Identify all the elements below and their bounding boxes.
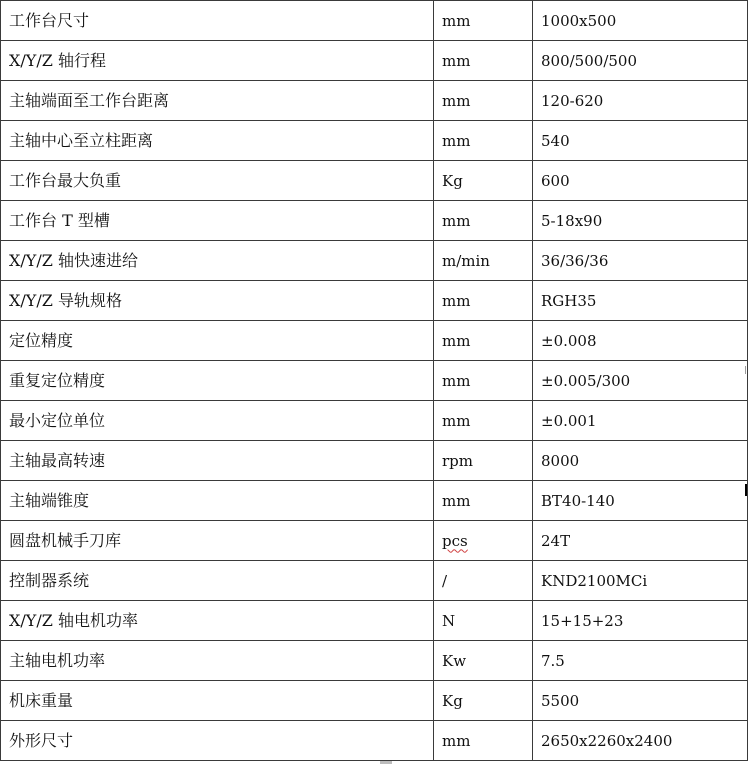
param-text: 外形尺寸 [9,730,74,750]
unit-cell [434,241,533,281]
unit-text: mm [442,331,471,350]
spec-table-body [1,1,748,761]
param-cell [1,281,434,321]
value-cell [533,281,748,321]
unit-text: mm [442,11,471,30]
param-text: 工作台最大负重 [9,170,122,190]
value-cell [533,161,748,201]
param-cell [1,361,434,401]
value-text: ±0.005/300 [541,371,631,390]
param-cell [1,81,434,121]
unit-text: mm [442,91,471,110]
table-row [1,121,748,161]
value-cell [533,561,748,601]
value-text: 36/36/36 [541,251,609,270]
unit-cell [434,401,533,441]
unit-cell [434,361,533,401]
param-cell [1,161,434,201]
edge-mark [745,484,747,496]
table-row [1,721,748,761]
value-cell [533,681,748,721]
param-cell [1,601,434,641]
value-cell [533,201,748,241]
param-text: X/Y/Z 轴快速进给 [9,250,138,270]
param-cell [1,521,434,561]
value-text: 1000x500 [541,11,617,30]
unit-cell [434,121,533,161]
value-text: 7.5 [541,651,565,670]
unit-cell [434,721,533,761]
unit-cell [434,681,533,721]
param-text: 定位精度 [9,330,74,350]
table-row [1,161,748,201]
param-cell [1,641,434,681]
table-row [1,441,748,481]
table-row [1,281,748,321]
value-text: ±0.008 [541,331,597,350]
value-cell [533,81,748,121]
value-cell [533,401,748,441]
table-row [1,81,748,121]
unit-cell [434,601,533,641]
value-text: RGH35 [541,291,597,310]
value-text: 5-18x90 [541,211,603,230]
unit-text: pcs [442,531,468,550]
param-cell [1,1,434,41]
value-cell [533,241,748,281]
unit-text: mm [442,131,471,150]
unit-text: mm [442,371,471,390]
unit-cell [434,561,533,601]
table-row [1,681,748,721]
table-row [1,241,748,281]
param-text: 圆盘机械手刀库 [9,530,122,550]
param-text: 主轴端锥度 [9,490,90,510]
unit-text: mm [442,291,471,310]
unit-text: mm [442,731,471,750]
value-text: 120-620 [541,91,604,110]
param-cell [1,241,434,281]
value-text: BT40-140 [541,491,615,510]
unit-text: rpm [442,451,473,470]
param-cell [1,201,434,241]
value-cell [533,1,748,41]
param-cell [1,481,434,521]
param-text: 主轴中心至立柱距离 [9,130,154,150]
value-text: 540 [541,131,570,150]
value-cell [533,121,748,161]
unit-cell [434,281,533,321]
value-text: 5500 [541,691,580,710]
unit-cell [434,521,533,561]
unit-text: / [442,571,448,590]
value-cell [533,721,748,761]
table-row [1,201,748,241]
value-text: 800/500/500 [541,51,637,70]
param-text: 机床重量 [9,690,74,710]
table-row [1,361,748,401]
unit-text: mm [442,211,471,230]
param-cell [1,121,434,161]
unit-cell [434,481,533,521]
param-text: X/Y/Z 导轨规格 [9,290,122,310]
unit-text: mm [442,491,471,510]
edge-mark [380,761,392,764]
param-cell [1,441,434,481]
value-cell [533,41,748,81]
param-cell [1,721,434,761]
param-text: 主轴最高转速 [9,450,106,470]
unit-cell [434,641,533,681]
param-text: 工作台 T 型槽 [9,210,110,230]
table-row [1,561,748,601]
param-text: 主轴端面至工作台距离 [9,90,170,110]
unit-text: Kg [442,691,463,710]
edge-mark [745,366,746,374]
value-cell [533,441,748,481]
value-cell [533,321,748,361]
unit-cell [434,441,533,481]
value-text: 15+15+23 [541,611,624,630]
unit-text: mm [442,411,471,430]
value-cell [533,601,748,641]
param-cell [1,321,434,361]
unit-cell [434,161,533,201]
param-text: 主轴电机功率 [9,650,106,670]
param-text: X/Y/Z 轴行程 [9,50,106,70]
param-text: 工作台尺寸 [9,10,90,30]
unit-text: mm [442,51,471,70]
param-cell [1,401,434,441]
value-text: 24T [541,531,571,550]
table-row [1,481,748,521]
param-text: 重复定位精度 [9,370,106,390]
unit-cell [434,81,533,121]
unit-text: Kw [442,651,467,670]
value-cell [533,361,748,401]
value-cell [533,641,748,681]
value-text: ±0.001 [541,411,597,430]
unit-cell [434,321,533,361]
param-text: 最小定位单位 [9,410,106,430]
value-cell [533,481,748,521]
unit-cell [434,1,533,41]
table-row [1,521,748,561]
unit-cell [434,41,533,81]
table-row [1,1,748,41]
param-cell [1,41,434,81]
param-text: X/Y/Z 轴电机功率 [9,610,138,630]
unit-text: Kg [442,171,463,190]
table-row [1,321,748,361]
value-text: KND2100MCi [541,571,648,590]
value-cell [533,521,748,561]
unit-cell [434,201,533,241]
unit-text: m/min [442,251,490,270]
value-text: 2650x2260x2400 [541,731,673,750]
param-text: 控制器系统 [9,570,90,590]
value-text: 8000 [541,451,580,470]
param-cell [1,681,434,721]
param-cell [1,561,434,601]
unit-text: N [442,611,456,630]
table-row [1,641,748,681]
table-row [1,41,748,81]
table-row [1,401,748,441]
table-row [1,601,748,641]
value-text: 600 [541,171,570,190]
